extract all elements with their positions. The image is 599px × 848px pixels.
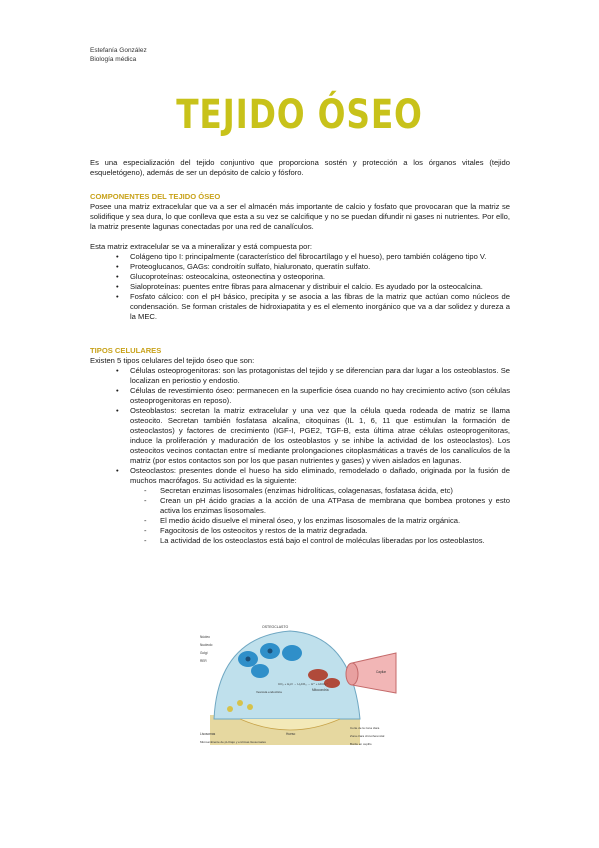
author-name: Estefanía González xyxy=(90,47,147,54)
intro-paragraph: Es una especialización del tejido conjuntivo que proporciona sostén y protección a los órganos vitales (tejido esqueletógeno), además de ser un depósito de calcio y fósforo. xyxy=(90,158,510,177)
list-item: - Fagocitosis de los osteocitos y restos de la matriz degradada. xyxy=(160,526,510,536)
list-item: - El medio ácido disuelve el mineral óseo, y los enzimas lisosomales de la matriz orgánica. xyxy=(160,516,510,526)
list-item: • Células de revestimiento óseo: permanecen en la superficie ósea cuando no hay crecimiento activo (son células osteoprogenitoras en reposo). xyxy=(130,386,510,406)
label-borde: Borde en cepillo xyxy=(350,742,372,746)
label-mitocondria: Mitocondria xyxy=(312,688,329,692)
cells-intro: Existen 5 tipos celulares del tejido óseo que son: xyxy=(90,356,255,365)
lysosome-shape xyxy=(247,704,253,710)
page-title: TEJIDO ÓSEO xyxy=(176,92,423,138)
nucleus-shape xyxy=(251,664,269,678)
label-reaction: CO₂ + H₂O → H₂CO₃ → H⁺ + HCO₃⁻ xyxy=(278,682,328,686)
osteoclast-activity-list xyxy=(130,486,510,546)
lysosome-shape xyxy=(227,706,233,712)
label-nucleolo: Nucleolo xyxy=(200,643,213,647)
section-heading-cells: TIPOS CELULARES xyxy=(90,346,162,355)
nucleolus-shape xyxy=(246,657,251,662)
osteoclast-description: Osteoclastos: presentes donde el hueso ha sido eliminado, remodelado o dañado, originada por la fusión de muchos macrófagos. Su actividad es la siguiente: xyxy=(130,466,510,485)
lysosome-shape xyxy=(237,700,243,706)
list-item: • Células osteoprogenitoras: son las protagonistas del tejido y se diferencian para dar lugar a los osteoblastos. Se localizan en periostio y endostio. xyxy=(130,366,510,386)
label-rer: RER xyxy=(200,659,207,663)
list-item: • Fosfato cálcico: con el pH básico, precipita y se asocia a las fibras de la matriz que actúan como núcleos de condensación. Se forman cristales de hidroxiapatita y es el elemento inorgánico que va a dar solidez y dureza a la MEC. xyxy=(130,292,510,322)
osteoclast-figure xyxy=(200,623,400,756)
label-capilar: Capilar xyxy=(376,670,387,674)
label-lisosomas: Lisosomas xyxy=(200,732,216,736)
list-item: • Glucoproteínas: osteocalcina, osteonectina y osteoporina. xyxy=(130,272,510,282)
components-paragraph-1: Posee una matriz extracelular que va a ser el almacén más importante de calcio y fosfato que provocaran que la matriz se solidifique y sea dura, lo que conlleva que esta a su vez se calcifique y no se puedan difundir ni gases ni nutrientes. Por ello, la matriz presente lagunas conectadas por una red de canalículos. xyxy=(90,202,510,231)
list-item: - Crean un pH ácido gracias a la acción de una ATPasa de membrana que bombea protones y esto activa los enzimas lisosomales. xyxy=(160,496,510,516)
nucleolus-shape xyxy=(268,649,273,654)
osteoclast-diagram xyxy=(200,623,400,756)
mitochondrion-shape xyxy=(308,669,328,681)
cells-list xyxy=(90,366,510,546)
label-top: OSTEOCLASTO xyxy=(262,625,289,629)
label-microambiente: Microambiente de pH bajo y enzimas lisosomales xyxy=(200,740,266,744)
list-item: • Osteoblastos: secretan la matriz extracelular y una vez que la célula queda rodeada de matriz se llama osteocito. Secretan también fosfatasa alcalina, citoquinas (IL 1, 6, 11 que estimulan la formación de osteoclastos) y factores de crecimiento (IGF-I, PGE2, TGF-B, esta última atrae células osteoprogenitoras, induce la proliferación y maduración de los osteoblastos y se inhibe la actividad de los osteoclastos). Los osteocitos vecinos contactan entre sí mediante prolongaciones citoplasmáticas a través de los canalículos de la matriz (por estos contactos son por los que pasan nutrientes y gases) y viven aislados en lagunas. xyxy=(130,406,510,466)
author-block xyxy=(90,46,147,64)
author-subject: Biología médica xyxy=(90,56,137,63)
section-heading-components: COMPONENTES DEL TEJIDO ÓSEO xyxy=(90,192,221,201)
label-golgi: Golgi xyxy=(200,651,208,655)
list-item: • Colágeno tipo I: principalmente (característico del fibrocartílago y el hueso), pero también colágeno tipo V. xyxy=(130,252,510,262)
list-item: • Proteoglucanos, GAGs: condroitín sulfato, hialuronato, queratín sulfato. xyxy=(130,262,510,272)
label-hueso: Hueso xyxy=(286,732,296,736)
components-paragraph-2: Esta matriz extracelular se va a mineralizar y está compuesta por: xyxy=(90,242,312,251)
label-corte: Corte de la zona clara xyxy=(350,726,380,730)
document-body xyxy=(90,158,510,546)
capillary-opening xyxy=(346,663,358,685)
components-list xyxy=(90,252,510,322)
label-zona-clara: Zona clara circunferencial xyxy=(350,734,385,738)
label-vesicula: Vesícula endocítica xyxy=(256,690,282,694)
list-item xyxy=(130,466,510,546)
list-item: - Secretan enzimas lisosomales (enzimas hidrolíticas, colagenasas, fosfatasa ácida, etc) xyxy=(160,486,510,496)
nucleus-shape xyxy=(282,645,302,661)
list-item: - La actividad de los osteoclastos está bajo el control de moléculas liberadas por los osteoblastos. xyxy=(160,536,510,546)
label-nucleo: Núcleo xyxy=(200,635,210,639)
list-item: • Sialoproteínas: puentes entre fibras para almacenar y distribuir el calcio. Es ayudado por la osteocalcina. xyxy=(130,282,510,292)
